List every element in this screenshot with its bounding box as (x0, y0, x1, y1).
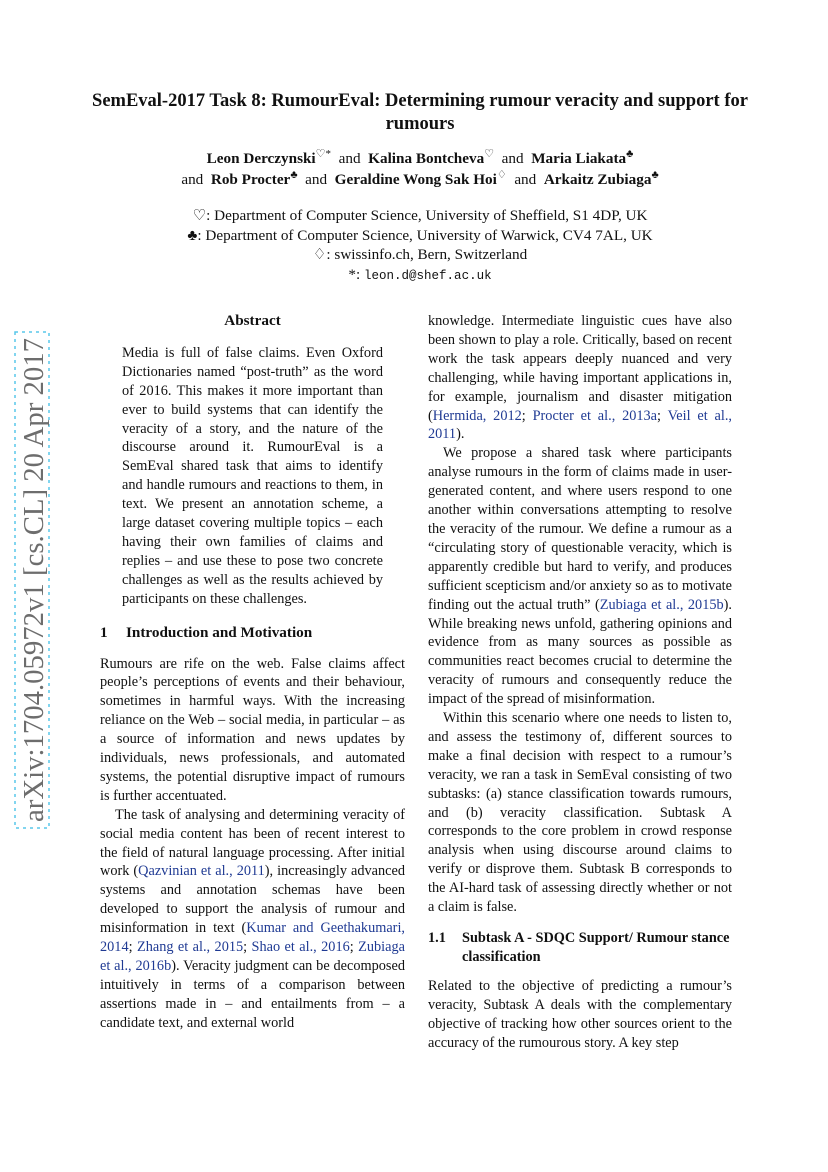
affiliation-marker: ♡ (484, 147, 495, 160)
contact-email-line (90, 265, 750, 287)
author-name: Rob Procter (210, 171, 291, 188)
abstract (100, 344, 405, 609)
paragraph (428, 444, 732, 709)
paragraph-text: ; (657, 407, 668, 424)
paragraph-text: ; (521, 407, 533, 424)
paragraph (428, 312, 732, 444)
paragraph-text: The task of analysing and determining veracity of social media content has been of recent interest to the field of natural language processing. After initial work ( (100, 806, 405, 880)
citation-link[interactable]: Qazvinian et al., 2011 (138, 863, 265, 880)
section-heading (100, 624, 405, 643)
arxiv-stamp-svg (12, 330, 52, 830)
citation-link[interactable]: Zhang et al., 2015 (136, 939, 244, 956)
paper-title: SemEval-2017 Task 8: RumourEval: Determining rumour veracity and support for rumours (92, 91, 748, 134)
author-name: Leon Derczynski (206, 150, 316, 167)
affiliation-marker: ♣ (651, 168, 659, 181)
affiliation-marker: ♣ (290, 168, 298, 181)
paragraph: Related to the objective of predicting a rumour’s veracity, Subtask A deals with the complementary objective of tracking how other sources orient to the accuracy of the rumourous story. A key step (428, 977, 732, 1051)
author-line-1 (90, 148, 750, 169)
affiliations (90, 206, 750, 286)
subsection-heading (428, 929, 732, 967)
affiliation-warwick: ♣: Department of Computer Science, University of Warwick, CV4 7AL, UK (187, 226, 653, 244)
citation-link[interactable]: Veil et al., 2011 (428, 407, 733, 443)
author-separator: and (338, 150, 361, 167)
contact-email[interactable]: leon.d@shef.ac.uk (364, 268, 492, 283)
section-title: Introduction and Motivation (126, 623, 313, 641)
affiliation-marker: ♣ (626, 147, 634, 160)
abstract-text: Media is full of false claims. Even Oxford Dictionaries named “post-truth” as the word of 2016. This makes it more important than ever to build systems that can identify the veracity of a story, and the nature of the discourse around it. RumourEval is a SemEval shared task that aims to identify and handle rumours and reactions to them, in text. We present an annotation scheme, a large dataset covering multiple topics – each having their own families of claims and replies – and use these to pose two concrete challenges as well as the results achieved by participants on these challenges. (122, 344, 383, 607)
arxiv-id: arXiv:1704.05972v1 [cs.CL] 20 Apr 2017 (18, 333, 50, 822)
author-name: Kalina Bontcheva (368, 150, 485, 167)
author-separator: and (501, 150, 524, 167)
subsection-title: Subtask A - SDQC Support/ Rumour stance classification (462, 930, 730, 965)
paragraph-text: We propose a shared task where participants analyse rumours in the form of claims made in user-generated content, and where users respond to one another within conversations attempting to resolve the veracity of the rumour. We define a rumour as a “circulating story of questionable veracity, which is apparently credible but hard to verify, and produces sufficient scepticism and/or anxiety so as to motivate finding out the actual truth” ( (428, 445, 732, 613)
author-name: Geraldine Wong Sak Hoi (334, 171, 497, 188)
affiliation-swissinfo: ♢: swissinfo.ch, Bern, Switzerland (312, 246, 528, 263)
paragraph (100, 806, 405, 1033)
paragraph: Within this scenario where one needs to listen to, and assess the testimony of, different sources to make a final decision with respect to a rumour’s veracity, we ran a task in SemEval consisting of two subtasks: (a) stance classification towards rumours, and (b) veracity classification. Subtask A corresponds to the core problem in crowd response analysis when using discourse around claims to verify or disprove them. Subtask B corresponds to the AI-hard task of assessing directly whether or not a claim is false. (428, 710, 732, 916)
citation-link[interactable]: Kumar and Geethakumari, 2014 (100, 920, 405, 956)
paragraph-text: ; (349, 939, 359, 956)
citation-link[interactable]: Procter et al., 2013a (532, 407, 658, 424)
author-line-2 (90, 169, 750, 190)
paragraph-text: ; (128, 939, 137, 956)
citation-link[interactable]: Zubiaga et al., 2015b (599, 596, 724, 613)
author-separator: and (514, 171, 537, 188)
citation-link[interactable]: Hermida, 2012 (432, 407, 522, 424)
paragraph: Rumours are rife on the web. False claims affect people’s perceptions of events and their behaviour, sometimes in harmful ways. With the increasing reliance on the Web – social media, in particular – as a source of information and news updates by individuals, news professionals, and automated systems, the potential disruptive impact of rumours is further accentuated. (100, 655, 405, 804)
author-name: Maria Liakata (531, 150, 627, 167)
paragraph-text: knowledge. Intermediate linguistic cues have also been shown to play a role. Critically, based on recent work the task appears deeply nuanced and very challenging, while having important applications in, for example, journalism and disaster mitigation ( (428, 313, 732, 424)
right-column (428, 312, 732, 1052)
subsection-number: 1.1 (428, 930, 446, 946)
abstract-heading: Abstract (224, 312, 281, 329)
author-separator: and (181, 171, 204, 188)
paragraph-text: ). While breaking news unfold, gathering opinions and evidence from as many sources as possible as communities react becomes crucial to determine the veracity of rumours and consequently reduce the impact of the spread of misinformation. (428, 596, 732, 708)
author-separator: and (305, 171, 328, 188)
paragraph-text: ). (456, 426, 465, 443)
section-number: 1 (100, 623, 108, 641)
arxiv-stamp (12, 330, 52, 830)
affiliation-marker: ♡* (315, 147, 332, 160)
left-column (100, 312, 405, 1033)
affiliation-marker: ♢ (496, 168, 507, 181)
author-list (90, 148, 750, 190)
author-name: Arkaitz Zubiaga (543, 171, 652, 188)
citation-link[interactable]: Shao et al., 2016 (251, 939, 350, 956)
citation-link[interactable]: Zubiaga et al., 2016b (100, 939, 405, 974)
paragraph-text: ; (243, 939, 252, 956)
affiliation-sheffield: ♡: Department of Computer Science, University of Sheffield, S1 4DP, UK (192, 207, 648, 224)
email-marker: *: (348, 265, 365, 283)
paragraph-text: ). Veracity judgment can be decomposed intuitively in terms of a comparison between assertions made in – and entailments from – a candidate text, and external world (100, 958, 405, 1031)
paragraph-text: ), increasingly advanced systems and annotation schemas have been developed to support the analysis of rumour and misinformation in text ( (100, 863, 405, 937)
